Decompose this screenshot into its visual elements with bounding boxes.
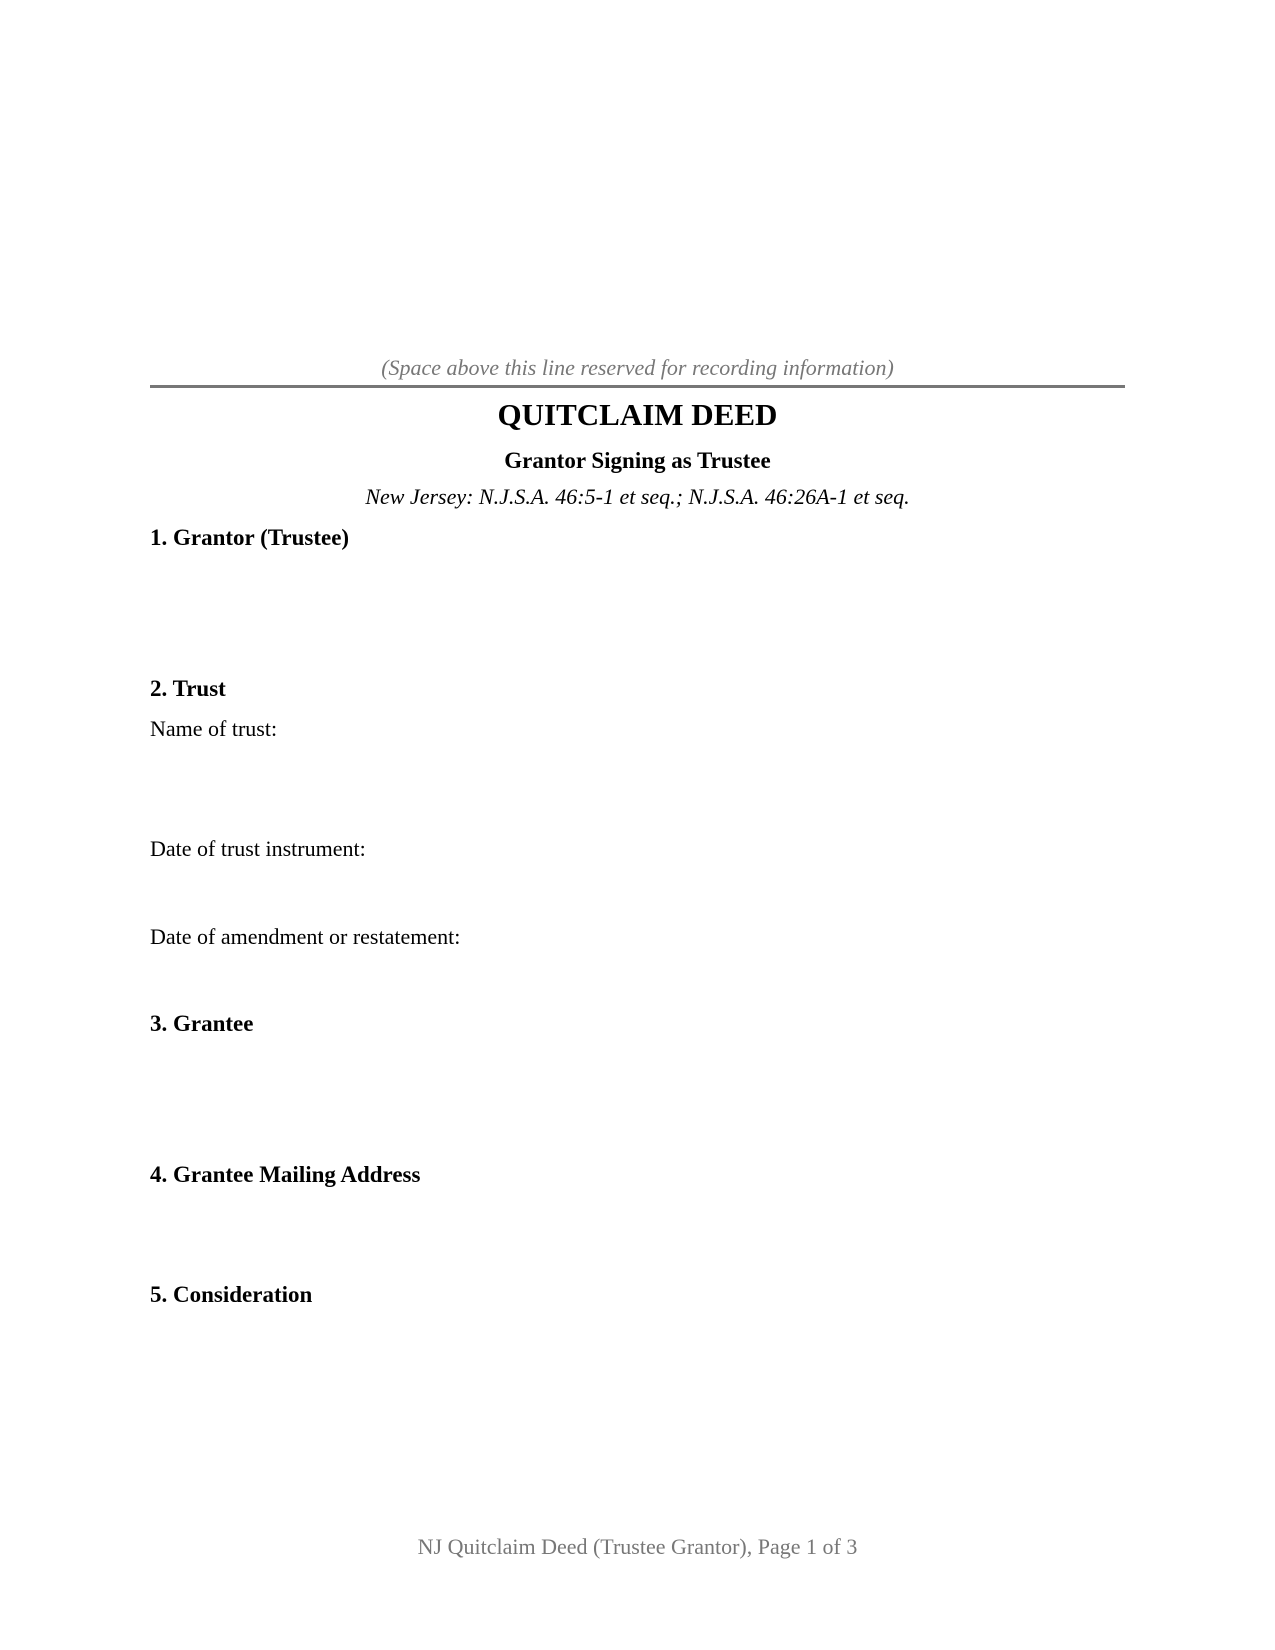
statute-reference: New Jersey: N.J.S.A. 46:5-1 et seq.; N.J.S.A. 46:26A-1 et seq. — [365, 484, 910, 509]
section-consideration-heading: 5. Consideration — [150, 1282, 313, 1307]
recording-space-note: (Space above this line reserved for recording information) — [381, 355, 894, 380]
document-title: QUITCLAIM DEED — [497, 397, 778, 432]
section-grantee-heading: 3. Grantee — [150, 1011, 254, 1036]
section-grantor-heading: 1. Grantor (Trustee) — [150, 525, 350, 550]
document-subtitle: Grantor Signing as Trustee — [504, 448, 771, 473]
trust-name-label: Name of trust: — [150, 716, 278, 741]
trust-date-label: Date of trust instrument: — [150, 836, 366, 861]
recording-divider-line — [150, 385, 1125, 388]
trust-amendment-date-label: Date of amendment or restatement: — [150, 924, 461, 949]
section-trust-heading: 2. Trust — [150, 676, 226, 701]
page-footer: NJ Quitclaim Deed (Trustee Grantor), Page 1 of 3 — [417, 1534, 858, 1559]
section-grantee-address-heading: 4. Grantee Mailing Address — [150, 1162, 421, 1187]
